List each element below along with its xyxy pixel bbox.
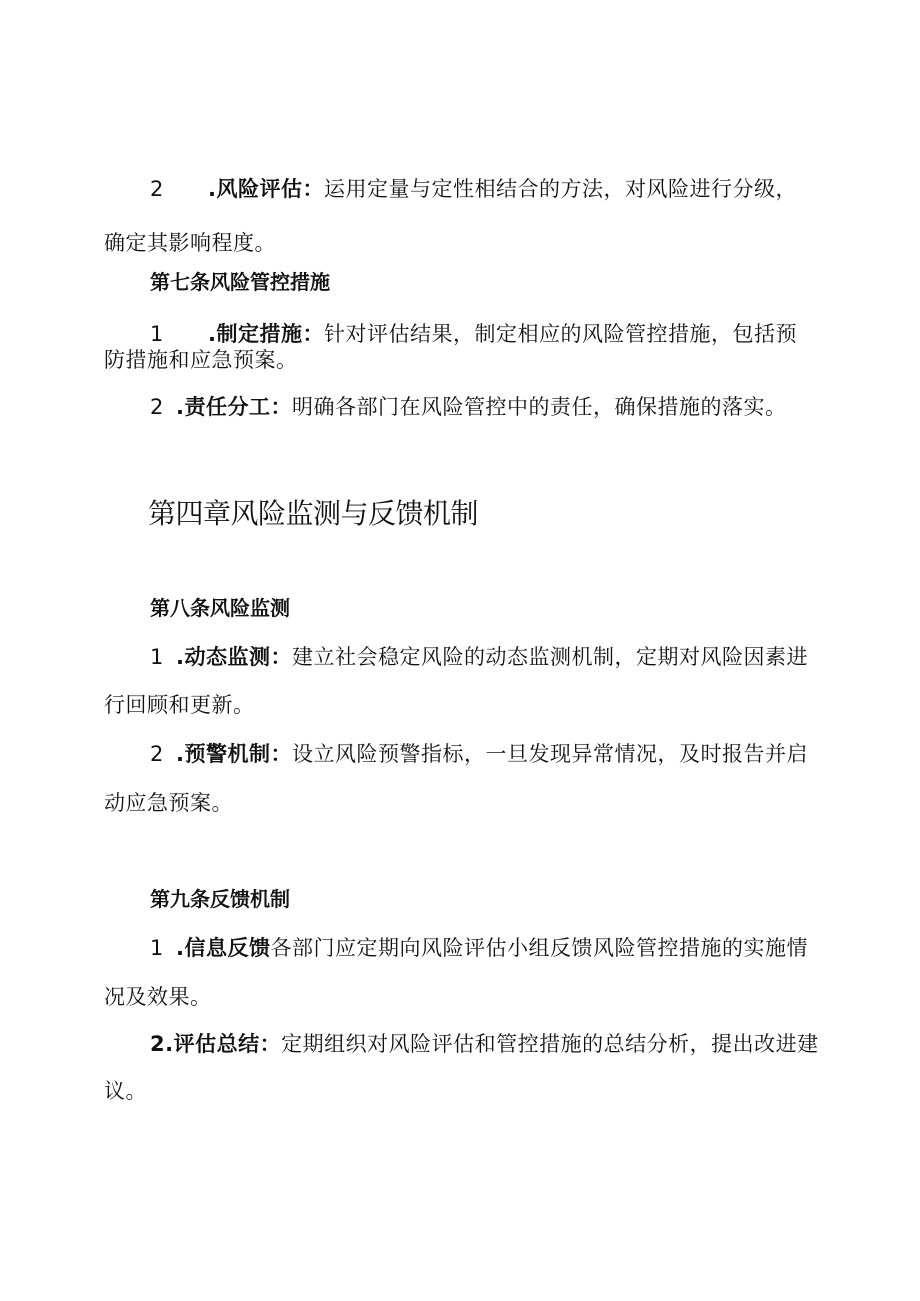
item-text: 明确各部门在风险管控中的责任，确保措施的落实。 [291, 395, 787, 419]
item-text: 确定其影响程度。 [104, 231, 276, 255]
item-number: 2 [150, 177, 164, 201]
item-text: 况及效果。 [104, 985, 212, 1009]
item-label: 2.评估总结： [150, 1032, 282, 1056]
item-label: .信息反馈 [176, 936, 271, 960]
paragraph-dynamic-monitoring [150, 643, 808, 671]
paragraph-responsibility [150, 393, 786, 421]
item-text: 定期组织对风险评估和管控措施的总结分析，提出改进建 [281, 1032, 819, 1056]
item-text: 各部门应定期向风险评估小组反馈风险管控措施的实施情 [270, 936, 808, 960]
item-label: .动态监测： [176, 645, 292, 669]
paragraph-early-warning [150, 740, 808, 768]
item-text: 行回顾和更新。 [104, 693, 255, 717]
item-text: 防措施和应急预案。 [104, 348, 298, 372]
item-text: 建立社会稳定风险的动态监测机制，定期对风险因素进 [291, 645, 808, 669]
paragraph-evaluation-summary [150, 1030, 819, 1058]
item-text: 动应急预案。 [104, 791, 233, 815]
article-8-title: 第八条风险监测 [150, 596, 290, 620]
item-text: 运用定量与定性相结合的方法，对风险进行分级， [323, 177, 797, 201]
item-text: 议。 [104, 1079, 147, 1103]
item-text: 设立风险预警指标，一旦发现异常情况，及时报告并启 [291, 742, 808, 766]
item-label: .制定措施： [208, 322, 324, 346]
paragraph-info-feedback [150, 934, 808, 962]
paragraph-measures [150, 320, 797, 348]
paragraph-continuation [104, 983, 212, 1011]
item-label: .预警机制： [176, 742, 292, 766]
item-label: .责任分工： [176, 395, 292, 419]
article-9-title: 第九条反馈机制 [150, 887, 290, 911]
item-number: 2 [150, 742, 164, 766]
item-number: 1 [150, 322, 164, 346]
article-7-title: 第七条风险管控措施 [150, 270, 330, 294]
item-label: .风险评估： [208, 177, 324, 201]
paragraph-continuation [104, 346, 298, 374]
chapter-4-title: 第四章风险监测与反馈机制 [148, 497, 479, 530]
item-text: 针对评估结果，制定相应的风险管控措施，包括预 [323, 322, 797, 346]
item-number: 1 [150, 645, 164, 669]
paragraph-continuation [104, 1077, 147, 1105]
paragraph-continuation [104, 691, 255, 719]
paragraph-continuation [104, 789, 233, 817]
paragraph-continuation [104, 229, 276, 257]
paragraph-risk-assessment [150, 175, 797, 203]
item-number: 2 [150, 395, 164, 419]
item-number: 1 [150, 936, 164, 960]
